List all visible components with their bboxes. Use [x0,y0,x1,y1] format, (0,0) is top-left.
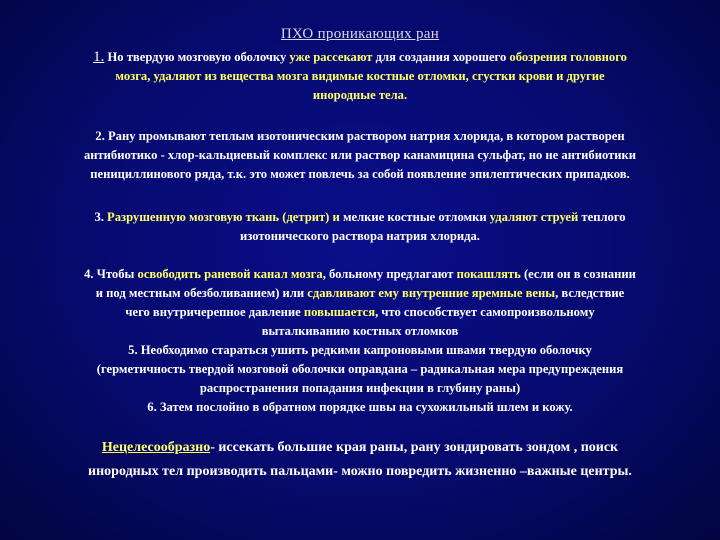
step-4-highlight-2: покашлять [456,267,521,281]
step-4-text-a: 4. Чтобы [84,267,138,281]
step-4-text-f: и под местным обезболиванием) или [95,286,308,300]
step-4-text-k: , что способствует самопроизвольному [375,305,595,319]
step-3-text-c: мелкие костные отломки [339,210,490,224]
step-3-line-1 [6,208,714,227]
step-3-text-e: теплого [578,210,626,224]
conclusion-text-b: - иссекать большие края раны, рану зондировать зондом , поиск [210,440,619,455]
conclusion-paragraph [6,436,714,484]
conclusion-line-2: инородных тел производить пальцами- можно повредить жизненно –важные центры. [88,464,632,479]
conclusion-line-1 [6,436,714,460]
step-4-highlight-4: повышается [303,305,376,319]
step-6-paragraph [6,398,714,417]
step-1-highlight-1: уже рассекают [289,50,373,64]
step-1-highlight-2: обозрения головного [509,50,627,64]
step-1-line-3: инородные тела. [312,88,408,102]
step-1-paragraph [6,48,714,105]
step-4-line-1 [6,265,714,284]
step-2-paragraph [6,127,714,184]
step-5-line-2: (герметичность твердой мозговой оболочки оправдана – радикальная мера предупреждения [96,362,624,376]
step-4-line-4: выталкиванию костных отломков [261,324,459,338]
step-1-text-a: Но твердую мозговую оболочку [107,50,290,64]
step-2-line-1: 2. Рану промывают теплым изотоническим раствором натрия хлорида, в котором растворен [95,129,625,143]
step-3-number: 3. [94,210,108,224]
step-1-line-2: мозга, удаляют из вещества мозга видимые костные отломки, сгустки крови и другие [115,69,605,83]
step-3-line-2: изотонического раствора натрия хлорида. [240,229,480,243]
step-5-line-1: 5. Необходимо стараться ушить редкими капроновыми швами твердую оболочку [128,343,592,357]
step-4-text-i: чего внутричерепное давление [125,305,304,319]
step-4-line-2 [6,284,714,303]
step-4-text-h: , вследствие [555,286,625,300]
step-1-line-1 [6,48,714,67]
step-2-line-2: антибиотико - хлор-кальциевый комплекс или раствор канамицина сульфат, но не антибиотики [83,148,637,162]
step-4-line-3 [6,303,714,322]
step-5-paragraph [6,341,714,398]
step-2-line-3: пенициллинового ряда, т.к. это может повлечь за собой появление эпилептических припадков. [90,167,630,181]
slide-title: ПХО проникающих ран [280,26,440,42]
step-1-text-c: для создания хорошего [372,50,510,64]
step-1-number: 1. [93,49,105,65]
step-4-paragraph [6,265,714,341]
step-4-highlight-3: сдавливают ему внутренние яремные вены [307,286,556,300]
step-6-line-1: 6. Затем послойно в обратном порядке швы на сухожильный шлем и кожу. [147,400,573,414]
conclusion-keyword: Нецелесообразно [101,440,211,455]
step-3-highlight-1: Разрушенную мозговую ткань (детрит) и [107,210,340,224]
step-4-highlight-1: освободить раневой канал мозга [137,267,323,281]
step-4-text-e: (если он в сознании [520,267,636,281]
step-3-highlight-2: удаляют струей [489,210,579,224]
step-4-text-c: , больному предлагают [322,267,457,281]
step-3-paragraph [6,208,714,246]
step-5-line-3: распространения попадания инфекции в глубину раны) [199,381,521,395]
